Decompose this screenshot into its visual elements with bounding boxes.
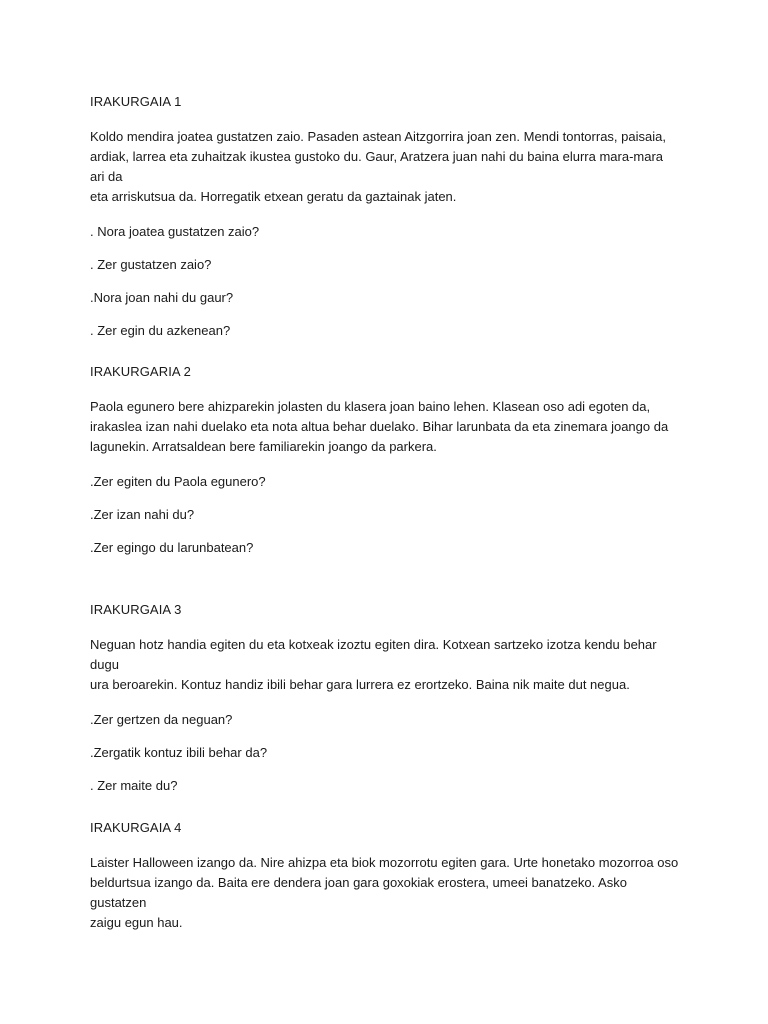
paragraph-line: zaigu egun hau. [90, 915, 183, 930]
question: . Zer maite du? [90, 778, 178, 793]
question: .Zer izan nahi du? [90, 507, 195, 522]
section-heading: IRAKURGARIA 2 [90, 364, 191, 379]
question: .Zer gertzen da neguan? [90, 712, 233, 727]
section-heading: IRAKURGAIA 1 [90, 94, 182, 109]
paragraph-line: Neguan hotz handia egiten du eta kotxeak izoztu egiten dira. Kotxean sartzeko izotza kendu behar dugu [90, 637, 657, 672]
paragraph-line: ura beroarekin. Kontuz handiz ibili behar gara lurrera ez erortzeko. Baina nik maite dut negua. [90, 677, 630, 692]
reading-section-1 [90, 92, 680, 341]
question: .Zergatik kontuz ibili behar da? [90, 745, 268, 760]
question: .Zer egiten du Paola egunero? [90, 474, 266, 489]
reading-section-4 [90, 818, 680, 933]
reading-section-2 [90, 362, 680, 558]
reading-section-3 [90, 600, 680, 796]
reading-paragraph [90, 853, 680, 933]
question: . Nora joatea gustatzen zaio? [90, 224, 260, 239]
reading-paragraph [90, 127, 680, 207]
question: . Zer egin du azkenean? [90, 323, 231, 338]
paragraph-line: Paola egunero bere ahizparekin jolasten du klasera joan baino lehen. Klasean oso adi egoten da, [90, 399, 651, 414]
reading-paragraph [90, 635, 680, 695]
paragraph-line: eta arriskutsua da. Horregatik etxean geratu da gaztainak jaten. [90, 189, 457, 204]
reading-paragraph [90, 397, 680, 457]
paragraph-line: lagunekin. Arratsaldean bere familiarekin joango da parkera. [90, 439, 437, 454]
question: . Zer gustatzen zaio? [90, 257, 212, 272]
paragraph-line: beldurtsua izango da. Baita ere dendera joan gara goxokiak erostera, umeei banatzeko. Asko gustatzen [90, 875, 627, 910]
question: .Zer egingo du larunbatean? [90, 540, 254, 555]
paragraph-line: Koldo mendira joatea gustatzen zaio. Pasaden astean Aitzgorrira joan zen. Mendi tontorras, paisaia, [90, 129, 666, 144]
paragraph-line: Laister Halloween izango da. Nire ahizpa eta biok mozorrotu egiten gara. Urte honetako mozorroa oso [90, 855, 679, 870]
question: .Nora joan nahi du gaur? [90, 290, 234, 305]
section-heading: IRAKURGAIA 4 [90, 820, 182, 835]
paragraph-line: ardiak, larrea eta zuhaitzak ikustea gustoko du. Gaur, Aratzera juan nahi du baina elurra mara-mara ari da [90, 149, 664, 184]
paragraph-line: irakaslea izan nahi duelako eta nota altua behar duelako. Bihar larunbata da eta zinemara joango da [90, 419, 669, 434]
section-heading: IRAKURGAIA 3 [90, 602, 182, 617]
